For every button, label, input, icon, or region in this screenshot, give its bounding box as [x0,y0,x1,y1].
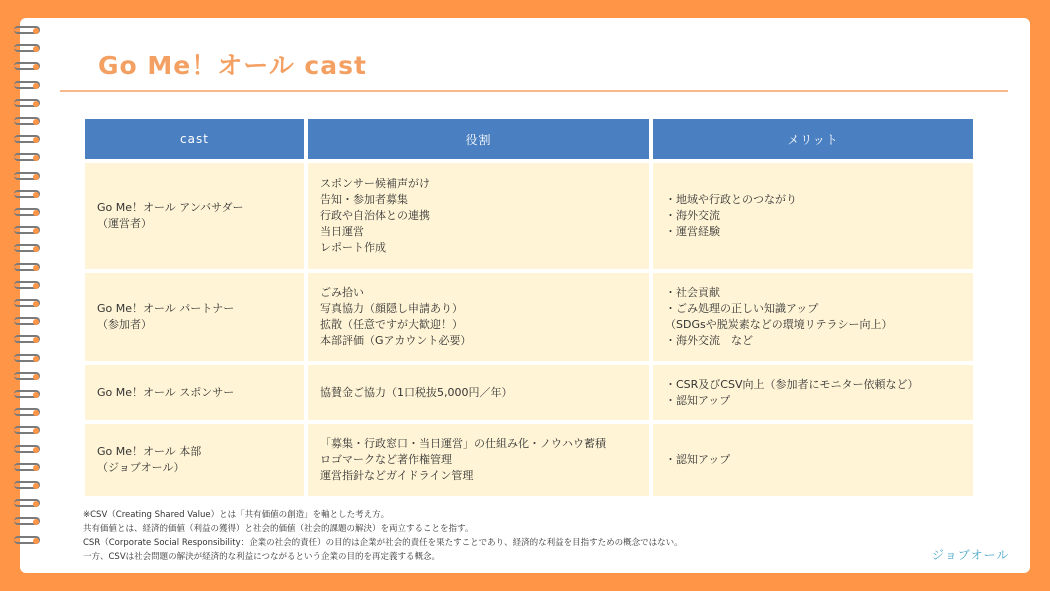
role-line: 写真協力（顔隠し申請あり） [320,302,463,315]
cell-role [308,163,649,269]
binding-ring [8,445,44,455]
binding-ring [8,390,44,400]
ring-hole [33,119,39,125]
cell-role [308,273,649,361]
binding-ring [8,135,44,145]
binding-ring [8,190,44,200]
footnote-line: ※CSV（Creating Shared Value）とは「共有価値の創造」を軸とした考え方。 [83,510,390,520]
role-line: 行政や自治体との連携 [320,209,430,222]
role-line: レポート作成 [320,241,386,254]
role-line: ロゴマークなど著作権管理 [320,453,452,466]
binding-ring [8,372,44,382]
cast-name: Go Me！オール アンバサダー [97,201,244,214]
ring-hole [33,101,39,107]
ring-hole [33,265,39,271]
merit-line: ・運営経験 [665,225,720,238]
cast-name: Go Me！オール スポンサー [97,385,235,399]
binding-ring [8,299,44,309]
ring-hole [33,174,39,180]
brand-logo: ジョブオール [932,548,1010,562]
binding-ring [8,354,44,364]
binding-ring [8,499,44,509]
binding-ring [8,44,44,54]
merit-line: ・海外交流 [665,209,720,222]
binding-ring [8,226,44,236]
binding-ring [8,317,44,327]
ring-hole [33,28,39,34]
role-line: 告知・参加者募集 [320,193,408,206]
binding-ring [8,153,44,163]
role-line: スポンサー候補声がけ [320,177,430,190]
page-title: Go Me！オール cast [98,51,367,80]
binding-ring [8,481,44,491]
merit-line: ・認知アップ [665,393,731,407]
binding-ring [8,244,44,254]
merit-line: ・社会貢献 [665,286,720,299]
merit-line: ・ごみ処理の正しい知識アップ [665,302,819,315]
binding-ring [8,281,44,291]
role-line: 当日運営 [320,225,364,238]
ring-hole [33,465,39,471]
cell-role [308,424,649,496]
merit-line: ・地域や行政とのつながり [665,193,797,206]
role-line: ごみ拾い [320,286,364,299]
header-role: 役割 [308,119,649,159]
cast-sub: （運営者） [97,217,152,230]
header-merit: メリット [653,119,973,159]
cell-cast [85,273,304,361]
role-line: 拡散（任意ですが大歓迎！） [320,318,463,331]
binding-ring [8,517,44,527]
cell-role [308,365,649,420]
ring-hole [33,356,39,362]
cast-name: Go Me！オール 本部 [97,445,202,458]
merit-line: ・海外交流 など [665,334,753,347]
table-row [85,424,973,496]
merit-line: ・CSR及びCSV向上（参加者にモニター依頼など） [665,377,919,391]
binding-ring [8,117,44,127]
ring-hole [33,210,39,216]
binding-ring [8,81,44,91]
ring-hole [33,337,39,343]
binding-ring [8,172,44,182]
cell-merit [653,163,973,269]
binding-ring [8,99,44,109]
binding-ring [8,263,44,273]
cast-table [81,115,977,500]
binding-ring [8,426,44,436]
footnote-line: 共有価値とは、経済的価値（利益の獲得）と社会的価値（社会的課題の解決）を両立することを指す。 [83,524,474,534]
ring-hole [33,447,39,453]
binding-ring [8,208,44,218]
ring-hole [33,64,39,70]
cell-merit [653,424,973,496]
ring-hole [33,301,39,307]
role-line: 運営指針などガイドライン管理 [320,469,474,482]
header-cast: cast [85,119,304,159]
ring-hole [33,374,39,380]
binding-ring [8,536,44,546]
ring-hole [33,283,39,289]
table-header-row [85,119,973,159]
ring-hole [33,83,39,89]
role-line: 協賛金ご協力（1口税抜5,000円／年） [320,385,513,399]
cast-sub: （ジョブオール） [97,461,185,474]
binding-ring [8,408,44,418]
ring-hole [33,519,39,525]
table-row [85,163,973,269]
ring-hole [33,392,39,398]
cell-cast [85,424,304,496]
ring-hole [33,428,39,434]
binding-ring [8,26,44,36]
binding-ring [8,335,44,345]
cell-cast [85,365,304,420]
cast-name: Go Me！オール パートナー [97,302,235,315]
cell-merit [653,365,973,420]
ring-hole [33,192,39,198]
cell-merit [653,273,973,361]
ring-hole [33,155,39,161]
cell-cast [85,163,304,269]
ring-hole [33,483,39,489]
footnote-line: CSR（Corporate Social Responsibility：企業の社会的責任）の目的は企業が社会的責任を果たすことであり、経済的な利益を目指すための概念ではない。 [83,538,683,548]
footnote-line: 一方、CSVは社会問題の解決が経済的な利益につながるという企業の目的を再定義する概念。 [83,552,440,562]
table-row [85,365,973,420]
ring-hole [33,246,39,252]
merit-line: （SDGsや脱炭素などの環境リテラシー向上） [665,318,893,331]
merit-line: ・認知アップ [665,453,731,466]
footnotes [83,508,683,564]
role-line: 本部評価（Gアカウント必要） [320,334,472,347]
binding-ring [8,463,44,473]
role-line: 「募集・行政窓口・当日運営」の仕組み化・ノウハウ蓄積 [320,437,606,450]
ring-hole [33,538,39,544]
table-row [85,273,973,361]
title-divider [60,90,1008,92]
cast-sub: （参加者） [97,318,152,331]
binding-ring [8,62,44,72]
